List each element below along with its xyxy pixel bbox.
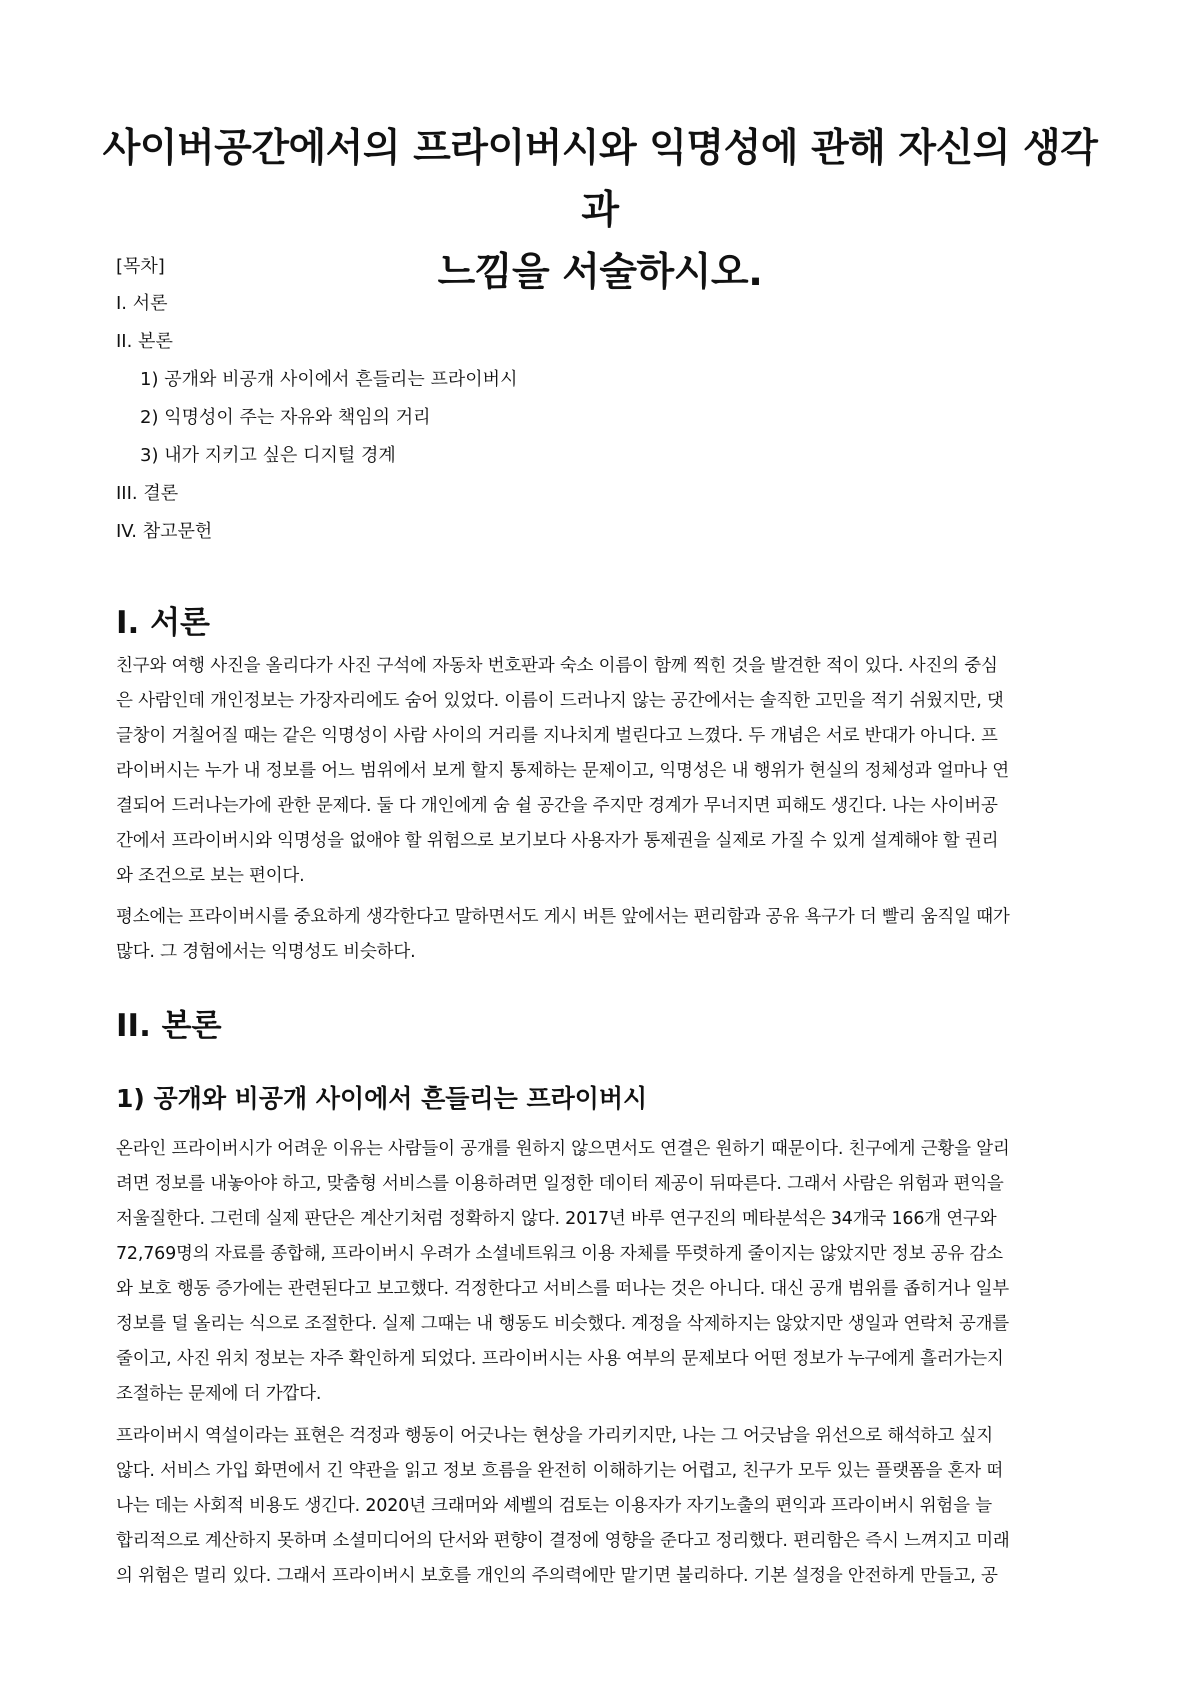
paragraph-line: 라이버시는 누가 내 정보를 어느 범위에서 보게 할지 통제하는 문제이고, 익명성은 내 행위가 현실의 정체성과 얼마나 연 (116, 761, 1010, 781)
toc-heading: [목차] (116, 256, 165, 277)
subsection-heading-privacy: 1) 공개와 비공개 사이에서 흔들리는 프라이버시 (116, 1084, 648, 1113)
paragraph-line: 의 위험은 멀리 있다. 그래서 프라이버시 보호를 개인의 주의력에만 맡기면 불리하다. 기본 설정을 안전하게 만들고, 공 (116, 1566, 998, 1586)
toc-subitem-anonymity: 2) 익명성이 주는 자유와 책임의 거리 (140, 407, 431, 428)
title-line: 느낌을 서술하시오. (437, 250, 763, 295)
toc-item-intro: I. 서론 (116, 293, 168, 314)
paragraph-line: 온라인 프라이버시가 어려운 이유는 사람들이 공개를 원하지 않으면서도 연결은 원하기 때문이다. 친구에게 근황을 알리 (116, 1139, 1010, 1159)
paragraph-line: 결되어 드러나는가에 관한 문제다. 둘 다 개인에게 숨 쉴 공간을 주지만 경계가 무너지면 피해도 생긴다. 나는 사이버공 (116, 796, 998, 816)
toc-subitem-boundary: 3) 내가 지키고 싶은 디지털 경계 (140, 445, 396, 466)
paragraph-line: 합리적으로 계산하지 못하며 소셜미디어의 단서와 편향이 결정에 영향을 준다고 정리했다. 편리함은 즉시 느껴지고 미래 (116, 1531, 1010, 1551)
section-heading-intro: I. 서론 (116, 605, 210, 641)
paragraph-line: 간에서 프라이버시와 익명성을 없애야 할 위험으로 보기보다 사용자가 통제권을 실제로 가질 수 있게 설계해야 할 권리 (116, 831, 999, 851)
toc-subitem-privacy: 1) 공개와 비공개 사이에서 흔들리는 프라이버시 (140, 369, 518, 390)
toc-item-body: II. 본론 (116, 331, 173, 352)
paragraph-line: 72,769명의 자료를 종합해, 프라이버시 우려가 소셜네트워크 이용 자체를 뚜렷하게 줄이지는 않았지만 정보 공유 감소 (116, 1244, 1003, 1264)
paragraph-line: 프라이버시 역설이라는 표현은 걱정과 행동이 어긋나는 현상을 가리키지만, 나는 그 어긋남을 위선으로 해석하고 싶지 (116, 1426, 993, 1446)
paragraph-line: 친구와 여행 사진을 올리다가 사진 구석에 자동차 번호판과 숙소 이름이 함께 찍힌 것을 발견한 적이 있다. 사진의 중심 (116, 656, 998, 676)
paragraph-line: 않다. 서비스 가입 화면에서 긴 약관을 읽고 정보 흐름을 완전히 이해하기는 어렵고, 친구가 모두 있는 플랫폼을 혼자 떠 (116, 1461, 1004, 1481)
paragraph-line: 나는 데는 사회적 비용도 생긴다. 2020년 크래머와 셰벨의 검토는 이용자가 자기노출의 편익과 프라이버시 위험을 늘 (116, 1496, 992, 1516)
paragraph-line: 평소에는 프라이버시를 중요하게 생각한다고 말하면서도 게시 버튼 앞에서는 편리함과 공유 욕구가 더 빨리 움직일 때가 (116, 907, 1010, 927)
paragraph-line: 줄이고, 사진 위치 정보는 자주 확인하게 되었다. 프라이버시는 사용 여부의 문제보다 어떤 정보가 누구에게 흘러가는지 (116, 1349, 1004, 1369)
document-title (100, 118, 1100, 304)
paragraph-line: 와 보호 행동 증가에는 관련된다고 보고했다. 걱정한다고 서비스를 떠나는 것은 아니다. 대신 공개 범위를 좁히거나 일부 (116, 1279, 1010, 1299)
section-heading-body: II. 본론 (116, 1008, 222, 1044)
paragraph-line: 은 사람인데 개인정보는 가장자리에도 숨어 있었다. 이름이 드러나지 않는 공간에서는 솔직한 고민을 적기 쉬웠지만, 댓 (116, 691, 1004, 711)
toc-item-conclusion: III. 결론 (116, 483, 179, 504)
toc-item-references: IV. 참고문헌 (116, 521, 213, 542)
paragraph-line: 조절하는 문제에 더 가깝다. (116, 1384, 322, 1404)
paragraph-line: 정보를 덜 올리는 식으로 조절한다. 실제 그때는 내 행동도 비슷했다. 계정을 삭제하지는 않았지만 생일과 연락처 공개를 (116, 1314, 1010, 1334)
title-line: 사이버공간에서의 프라이버시와 익명성에 관해 자신의 생각과 (102, 126, 1098, 233)
paragraph-line: 많다. 그 경험에서는 익명성도 비슷하다. (116, 942, 416, 962)
paragraph-line: 글창이 거칠어질 때는 같은 익명성이 사람 사이의 거리를 지나치게 벌린다고 느꼈다. 두 개념은 서로 반대가 아니다. 프 (116, 726, 998, 746)
paragraph-line: 려면 정보를 내놓아야 하고, 맞춤형 서비스를 이용하려면 일정한 데이터 제공이 뒤따른다. 그래서 사람은 위험과 편익을 (116, 1174, 1004, 1194)
paragraph-line: 와 조건으로 보는 편이다. (116, 866, 305, 886)
paragraph-line: 저울질한다. 그런데 실제 판단은 계산기처럼 정확하지 않다. 2017년 바루 연구진의 메타분석은 34개국 166개 연구와 (116, 1209, 997, 1229)
